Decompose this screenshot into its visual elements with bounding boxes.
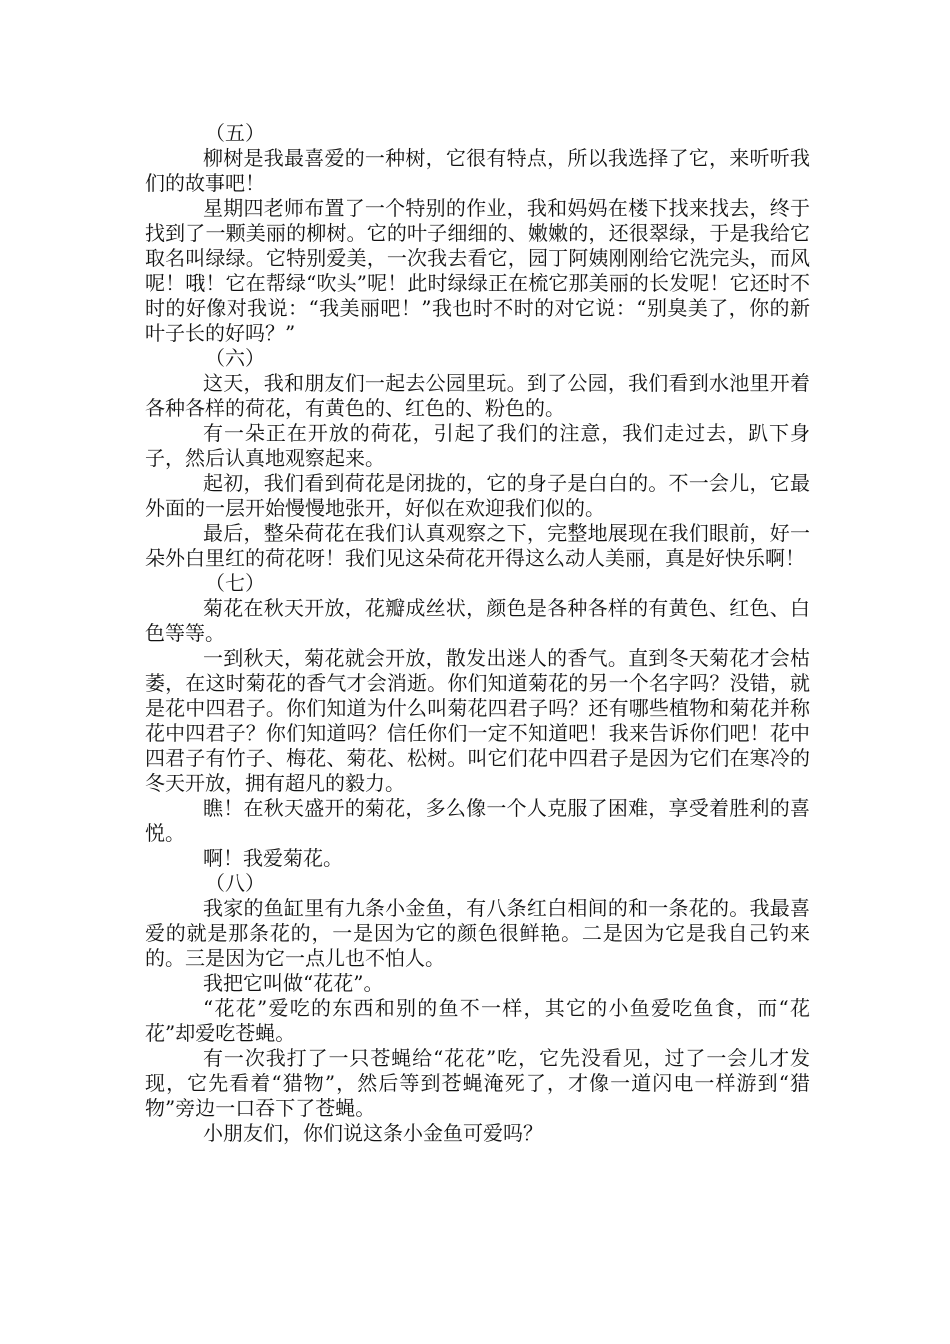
document-body [145,121,810,1146]
section-6 [145,346,810,571]
section-8 [145,871,810,1146]
section-5 [145,121,810,346]
paragraph: 有一次我打了一只苍蝇给“花花”吃，它先没看见，过了一会儿才发现，它先看着“猎物”，然后等到苍蝇淹死了，才像一道闪电一样游到“猎物”旁边一口吞下了苍蝇。 [145,1046,810,1120]
section-7 [145,571,810,871]
paragraph: 柳树是我最喜爱的一种树，它很有特点，所以我选择了它，来听听我们的故事吧！ [145,146,810,195]
section-heading: （八） [205,871,265,895]
paragraph: 菊花在秋天开放，花瓣成丝状，颜色是各种各样的有黄色、红色、白色等等。 [145,596,810,645]
paragraph: 有一朵正在开放的荷花，引起了我们的注意，我们走过去，趴下身子，然后认真地观察起来。 [145,421,810,470]
section-heading: （六） [205,346,265,370]
paragraph: 我把它叫做“花花”。 [203,971,384,995]
paragraph: 起初，我们看到荷花是闭拢的，它的身子是白白的。不一会儿，它最外面的一层开始慢慢地张开，好似在欢迎我们似的。 [145,471,810,520]
paragraph: 啊！我爱菊花。 [203,846,343,870]
paragraph: 小朋友们，你们说这条小金鱼可爱吗？ [203,1121,543,1145]
section-heading: （五） [205,121,265,145]
paragraph: 我家的鱼缸里有九条小金鱼，有八条红白相间的和一条花的。我最喜爱的就是那条花的，一是因为它的颜色很鲜艳。二是因为它是我自己钓来的。三是因为它一点儿也不怕人。 [145,896,810,970]
paragraph: 一到秋天，菊花就会开放，散发出迷人的香气。直到冬天菊花才会枯萎，在这时菊花的香气才会消逝。你们知道菊花的另一个名字吗？没错，就是花中四君子。你们知道为什么叫菊花四君子吗？还有哪些植物和菊花并称花中四君子？你们知道吗？信任你们一定不知道吧！我来告诉你们吧！花中四君子有竹子、梅花、菊花、松树。叫它们花中四君子是因为它们在寒冷的冬天开放，拥有超凡的毅力。 [145,646,810,795]
paragraph: “花花”爱吃的东西和别的鱼不一样，其它的小鱼爱吃鱼食，而“花花”却爱吃苍蝇。 [145,996,810,1045]
paragraph: 星期四老师布置了一个特别的作业，我和妈妈在楼下找来找去，终于找到了一颗美丽的柳树。它的叶子细细的、嫩嫩的，还很翠绿，于是我给它取名叫绿绿。它特别爱美，一次我去看它，园丁阿姨刚刚给它洗完头，而风呢！哦！它在帮绿“吹头”呢！此时绿绿正在梳它那美丽的长发呢！它还时不时的好像对我说：“我美丽吧！”我也时不时的对它说：“别臭美了，你的新叶子长的好吗？” [145,196,810,345]
paragraph: 最后，整朵荷花在我们认真观察之下，完整地展现在我们眼前，好一朵外白里红的荷花呀！我们见这朵荷花开得这么动人美丽，真是好快乐啊！ [145,521,810,570]
paragraph: 这天，我和朋友们一起去公园里玩。到了公园，我们看到水池里开着各种各样的荷花，有黄色的、红色的、粉色的。 [145,371,810,420]
paragraph: 瞧！在秋天盛开的菊花，多么像一个人克服了困难，享受着胜利的喜悦。 [145,796,810,845]
section-heading: （七） [205,571,265,595]
